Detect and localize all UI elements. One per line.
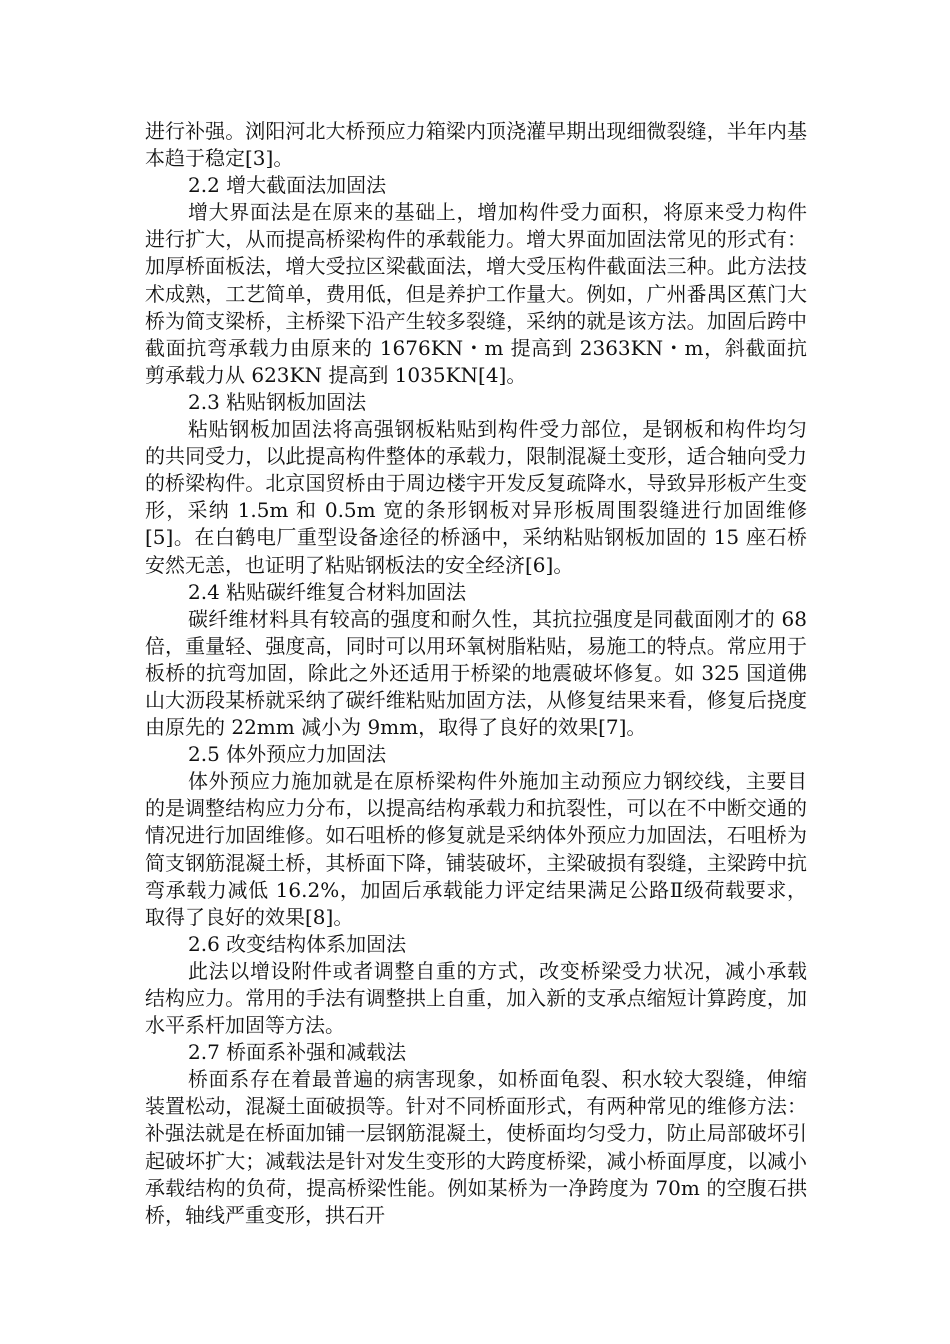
paragraph-steel-plate: 粘贴钢板加固法将高强钢板粘贴到构件受力部位，是钢板和构件均匀的共同受力，以此提高构件整体的承载力，限制混凝土变形，适合轴向受力的桥梁构件。北京国贸桥由于周边楼宇开发反复疏降水，导致异形板产生变形，采纳 1.5m 和 0.5m 宽的条形钢板对异形板周围裂缝进行加固维修[5]。在白鹤电厂重型设备途径的桥涵中，采纳粘贴钢板加固的 15 座石桥安然无恙，也证明了粘贴钢板法的安全经济[6]。 bbox=[145, 417, 807, 577]
section-heading-2-3: 2.3 粘贴钢板加固法 bbox=[188, 389, 367, 414]
document-body bbox=[145, 118, 807, 1229]
section-heading-2-7: 2.7 桥面系补强和减载法 bbox=[188, 1040, 407, 1065]
paragraph-external-prestress: 体外预应力施加就是在原桥梁构件外施加主动预应力钢绞线，主要目的是调整结构应力分布，以提高结构承载力和抗裂性，可以在不中断交通的情况进行加固维修。如石咀桥的修复就是采纳体外预应力加固法，石咀桥为简支钢筋混凝土桥，其桥面下降，铺装破坏，主梁破损有裂缝，主梁跨中抗弯承载力减低 16.2%，加固后承载能力评定结果满足公路Ⅱ级荷载要求，取得了良好的效果[8]。 bbox=[145, 769, 807, 929]
paragraph-structural-system: 此法以增设附件或者调整自重的方式，改变桥梁受力状况，减小承载结构应力。常用的手法有调整拱上自重，加入新的支承点缩短计算跨度，加水平系杆加固等方法。 bbox=[145, 958, 807, 1038]
section-heading-2-6: 2.6 改变结构体系加固法 bbox=[188, 931, 407, 956]
paragraph-continued: 进行补强。浏阳河北大桥预应力箱梁内顶浇灌早期出现细微裂缝，半年内基本趋于稳定[3]。 bbox=[145, 119, 807, 171]
section-heading-2-4: 2.4 粘贴碳纤维复合材料加固法 bbox=[188, 579, 467, 604]
paragraph-deck-reinforcement: 桥面系存在着最普遍的病害现象，如桥面龟裂、积水较大裂缝，伸缩装置松动，混凝土面破损等。针对不同桥面形式，有两种常见的维修方法：补强法就是在桥面加铺一层钢筋混凝土，使桥面均匀受力，防止局部破坏引起破坏扩大；减载法是针对发生变形的大跨度桥梁，减小桥面厚度，以减小承载结构的负荷，提高桥梁性能。例如某桥为一净跨度为 70m 的空腹石拱桥，轴线严重变形，拱石开 bbox=[145, 1067, 807, 1227]
paragraph-enlarged-section: 增大界面法是在原来的基础上，增加构件受力面积，将原来受力构件进行扩大，从而提高桥梁构件的承载能力。增大界面加固法常见的形式有：加厚桥面板法，增大受拉区梁截面法，增大受压构件截面法三种。此方法技术成熟，工艺简单，费用低，但是养护工作量大。例如，广州番禺区蕉门大桥为简支梁桥，主桥梁下沿产生较多裂缝，采纳的就是该方法。加固后跨中截面抗弯承载力由原来的 1676KN・m 提高到 2363KN・m，斜截面抗剪承载力从 623KN 提高到 1035KN[4]。 bbox=[145, 200, 807, 387]
paragraph-carbon-fiber: 碳纤维材料具有较高的强度和耐久性，其抗拉强度是同截面刚才的 68 倍，重量轻、强度高，同时可以用环氧树脂粘贴，易施工的特点。常应用于板桥的抗弯加固，除此之外还适用于桥梁的地震破坏修复。如 325 国道佛山大沥段某桥就采纳了碳纤维粘贴加固方法，从修复结果来看，修复后挠度由原先的 22mm 减小为 9mm，取得了良好的效果[7]。 bbox=[145, 606, 807, 740]
section-heading-2-2: 2.2 增大截面法加固法 bbox=[188, 173, 387, 198]
section-heading-2-5: 2.5 体外预应力加固法 bbox=[188, 742, 387, 767]
